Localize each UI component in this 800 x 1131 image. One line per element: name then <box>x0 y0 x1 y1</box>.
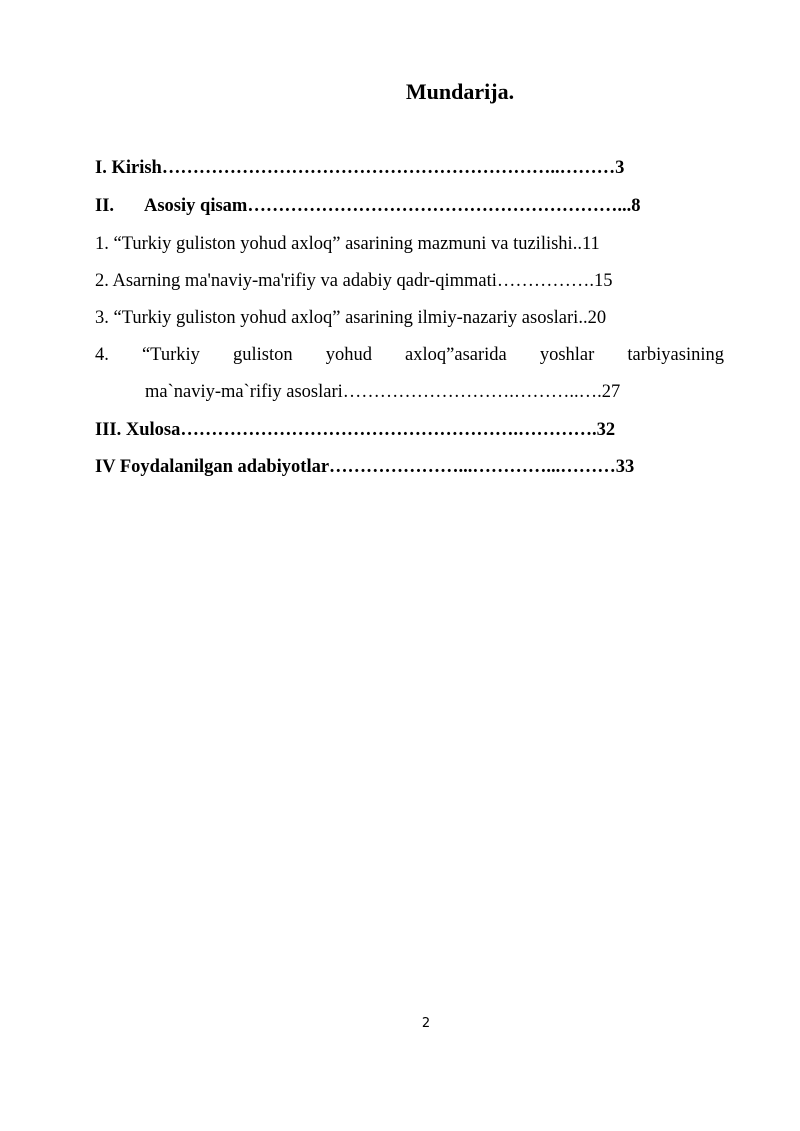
page-number: 2 <box>421 1016 431 1031</box>
toc-entry-section-3: 3. “Turkiy guliston yohud axloq” asarining ilmiy-nazariy asoslari..20 <box>95 308 607 328</box>
toc-entry-asosiy-qisam <box>95 194 640 218</box>
toc-entry-adabiyotlar: IV Foydalanilgan adabiyotlar…………………...…………...………33 <box>95 457 635 477</box>
toc-entry-section-4: 4. “Turkiy guliston yohud axloq”asarida yoshlar tarbiyasining <box>95 345 724 365</box>
toc-entry-section-4-continued: ma`naviy-ma`rifiy asoslari……………………….………..….27 <box>145 382 621 402</box>
page-title: Mundarija. <box>405 79 515 104</box>
toc-entry-section-2: 2. Asarning ma'naviy-ma'rifiy va adabiy qadr-qimmati…………….15 <box>95 271 613 291</box>
toc-entry-label: Asosiy qisam……………………………………………………...8 <box>144 196 641 216</box>
toc-entry-xulosa: III. Xulosa……………………………………………….………….32 <box>95 420 616 440</box>
toc-entry-section-1: 1. “Turkiy guliston yohud axloq” asarining mazmuni va tuzilishi..11 <box>95 234 600 254</box>
toc-entry-kirish: I. Kirish………………………………………………………..………3 <box>95 158 625 178</box>
toc-entry-numeral: II. <box>95 196 115 216</box>
